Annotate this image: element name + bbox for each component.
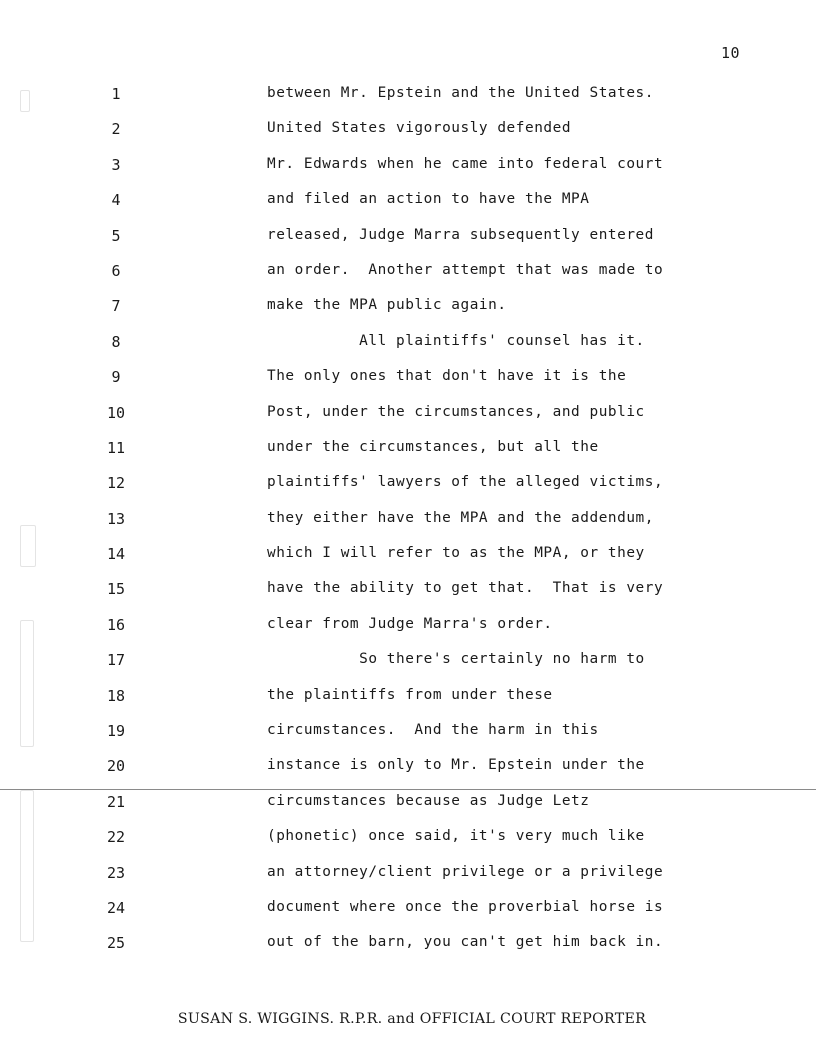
line-number: 15 xyxy=(106,580,126,599)
transcript-lines xyxy=(0,82,816,967)
line-text: circumstances because as Judge Letz xyxy=(267,792,590,809)
line-text: instance is only to Mr. Epstein under the xyxy=(267,757,645,774)
transcript-line xyxy=(0,754,816,789)
line-number: 10 xyxy=(106,403,126,422)
line-number: 21 xyxy=(106,792,126,811)
line-number: 25 xyxy=(106,934,126,953)
transcript-line xyxy=(0,684,816,719)
transcript-line xyxy=(0,613,816,648)
line-text: make the MPA public again. xyxy=(267,297,507,314)
line-text: All plaintiffs' counsel has it. xyxy=(267,332,645,349)
line-text: an order. Another attempt that was made to xyxy=(267,261,664,278)
line-text: the plaintiffs from under these xyxy=(267,686,553,703)
line-number: 19 xyxy=(106,722,126,741)
transcript-line xyxy=(0,825,816,860)
line-text: released, Judge Marra subsequently entered xyxy=(267,226,654,243)
reporter-footer: SUSAN S. WIGGINS. R.P.R. and OFFICIAL COURT REPORTER xyxy=(177,1011,647,1027)
line-text: clear from Judge Marra's order. xyxy=(267,615,553,632)
line-number: 24 xyxy=(106,898,126,917)
line-text: circumstances. And the harm in this xyxy=(267,722,599,739)
page-number: 10 xyxy=(720,44,740,62)
line-number: 18 xyxy=(106,686,126,705)
transcript-line xyxy=(0,117,816,152)
line-number: 2 xyxy=(111,120,121,139)
transcript-line xyxy=(0,153,816,188)
line-number: 23 xyxy=(106,863,126,882)
transcript-line xyxy=(0,365,816,400)
transcript-line xyxy=(0,436,816,471)
transcript-line xyxy=(0,294,816,329)
line-text: (phonetic) once said, it's very much like xyxy=(267,828,645,845)
transcript-line xyxy=(0,542,816,577)
line-number: 22 xyxy=(106,828,126,847)
line-text: Post, under the circumstances, and public xyxy=(267,403,645,420)
transcript-line xyxy=(0,188,816,223)
line-text: have the ability to get that. That is very xyxy=(267,580,664,597)
transcript-line xyxy=(0,931,816,966)
line-number: 11 xyxy=(106,438,126,457)
line-number: 20 xyxy=(106,757,126,776)
line-text: So there's certainly no harm to xyxy=(267,651,645,668)
transcript-line xyxy=(0,224,816,259)
line-text: an attorney/client privilege or a privilege xyxy=(267,863,664,880)
transcript-line xyxy=(0,719,816,754)
line-number: 13 xyxy=(106,509,126,528)
line-number: 6 xyxy=(111,261,121,280)
transcript-line xyxy=(0,896,816,931)
line-number: 12 xyxy=(106,474,126,493)
transcript-line xyxy=(0,330,816,365)
line-text: out of the barn, you can't get him back in. xyxy=(267,934,664,951)
line-number: 7 xyxy=(111,297,121,316)
transcript-line xyxy=(0,790,816,825)
transcript-line xyxy=(0,471,816,506)
line-text: between Mr. Epstein and the United States. xyxy=(267,85,654,101)
line-number: 17 xyxy=(106,651,126,670)
transcript-line xyxy=(0,507,816,542)
line-number: 4 xyxy=(111,191,121,210)
line-number: 14 xyxy=(106,545,126,564)
line-text: they either have the MPA and the addendum, xyxy=(267,509,654,526)
line-number: 1 xyxy=(111,85,121,103)
horizontal-rule xyxy=(0,789,816,790)
line-text: under the circumstances, but all the xyxy=(267,438,599,455)
transcript-line xyxy=(0,648,816,683)
transcript-line xyxy=(0,259,816,294)
transcript-line xyxy=(0,577,816,612)
transcript-line xyxy=(0,401,816,436)
line-text: Mr. Edwards when he came into federal court xyxy=(267,155,664,172)
line-number: 16 xyxy=(106,615,126,634)
line-text: The only ones that don't have it is the xyxy=(267,368,627,385)
line-text: plaintiffs' lawyers of the alleged victims, xyxy=(267,474,664,491)
line-number: 3 xyxy=(111,155,121,174)
line-text: United States vigorously defended xyxy=(267,120,572,137)
line-text: and filed an action to have the MPA xyxy=(267,191,590,208)
transcript-line xyxy=(0,82,816,117)
transcript-line xyxy=(0,861,816,896)
line-number: 5 xyxy=(111,226,121,245)
line-text: document where once the proverbial horse is xyxy=(267,898,664,915)
line-number: 9 xyxy=(111,368,121,387)
line-text: which I will refer to as the MPA, or they xyxy=(267,545,645,562)
line-number: 8 xyxy=(111,332,121,351)
